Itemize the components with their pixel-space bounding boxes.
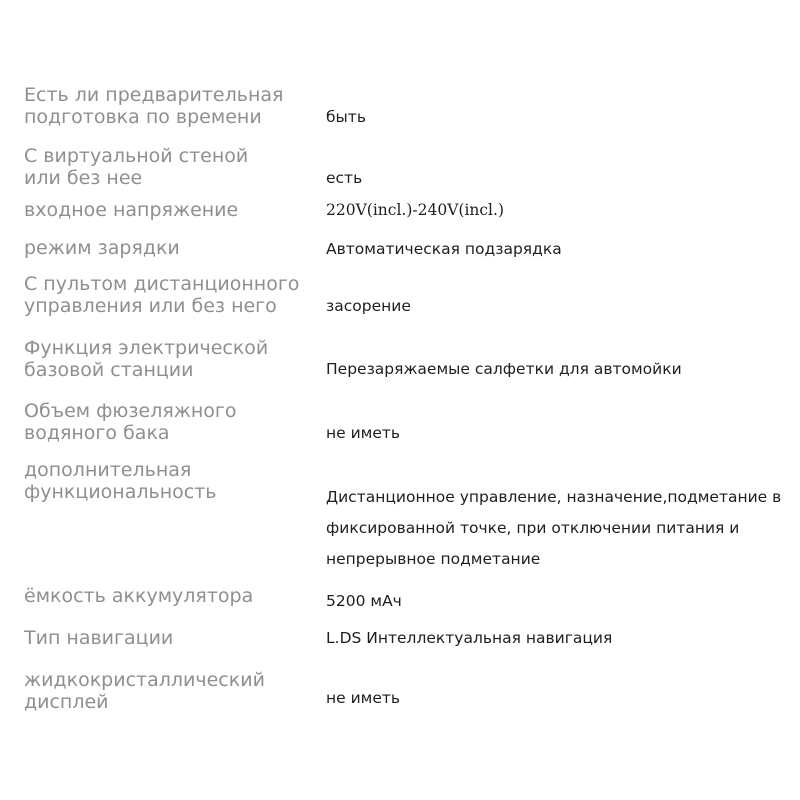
spec-label-water-tank: Объем фюзеляжного водяного бака	[24, 400, 237, 444]
spec-label-navigation-type: Тип навигации	[24, 627, 174, 649]
spec-value-virtual-wall: есть	[326, 169, 363, 187]
spec-value-water-tank: не иметь	[326, 424, 401, 442]
spec-label-extra-functions: дополнительная функциональность	[24, 459, 217, 503]
spec-label-battery-capacity: ёмкость аккумулятора	[24, 585, 254, 607]
spec-label-input-voltage: входное напряжение	[24, 199, 239, 221]
spec-value-lcd-display: не иметь	[326, 689, 401, 707]
spec-value-navigation-type: L.DS Интеллектуальная навигация	[326, 629, 613, 647]
spec-label-base-station: Функция электрической базовой станции	[24, 337, 269, 381]
spec-label-remote-control: С пультом дистанционного управления или без него	[24, 273, 300, 317]
spec-value-input-voltage: 220V(incl.)-240V(incl.)	[326, 201, 504, 219]
spec-label-preparation: Есть ли предварительная подготовка по времени	[24, 84, 284, 128]
spec-label-charging-mode: режим зарядки	[24, 237, 180, 259]
spec-value-base-station: Перезаряжаемые салфетки для автомойки	[326, 360, 682, 378]
spec-value-preparation: быть	[326, 108, 366, 126]
spec-value-extra-functions: Дистанционное управление, назначение,подметание в фиксированной точке, при отключении питания и непрерывное подметание	[326, 488, 782, 568]
spec-value-battery-capacity: 5200 мАч	[326, 592, 402, 610]
spec-value-remote-control: засорение	[326, 297, 411, 315]
spec-value-charging-mode: Автоматическая подзарядка	[326, 240, 562, 258]
spec-label-lcd-display: жидкокристаллический дисплей	[24, 669, 265, 713]
spec-label-virtual-wall: С виртуальной стеной или без нее	[24, 145, 249, 189]
